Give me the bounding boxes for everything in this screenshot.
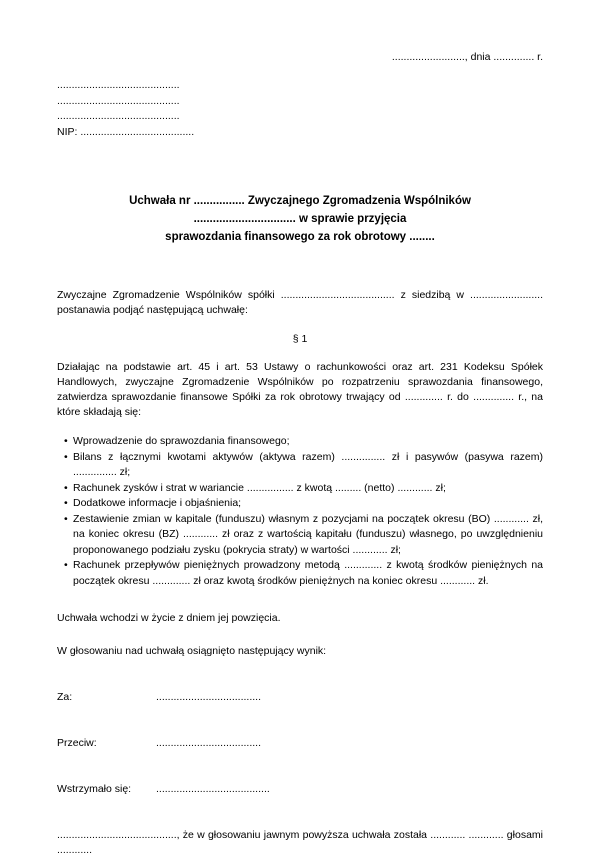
voting-row-za	[57, 690, 543, 705]
voting-value-blank: ....................................	[156, 691, 262, 703]
section-mark: § 1	[292, 333, 308, 345]
company-name-line: ..........................................	[57, 79, 180, 91]
document-title	[57, 192, 543, 246]
closing-statement: ........................................., że w głosowaniu jawnym powyższa uchwała została ............ ............ głosami ............	[57, 829, 543, 856]
voting-label: Za:	[57, 691, 73, 703]
voting-label: Przeciw:	[57, 737, 97, 749]
list-item: • Dodatkowe informacje i objaśnienia;	[65, 496, 543, 512]
voting-row-wstrzymalo-sie	[57, 782, 543, 797]
resolution-intro-paragraph: Zwyczajne Zgromadzenie Wspólników spółki ....................................... z siedzibą w ......................... postanawia podjąć następującą uchwałę:	[57, 289, 543, 316]
voting-row-przeciw	[57, 736, 543, 751]
company-name-line: ..........................................	[57, 94, 180, 107]
sender-block	[57, 78, 543, 140]
voting-intro: W głosowaniu nad uchwałą osiągnięto następujący wynik:	[57, 645, 327, 657]
title-line-3: sprawozdania finansowego za rok obrotowy ........	[165, 231, 435, 243]
voting-label: Wstrzymało się:	[57, 783, 132, 795]
list-item: • Rachunek przepływów pieniężnych prowadzony metodą ............. z kwotą środków pieniężnych na początek okresu ............. zł oraz kwotą środków pieniężnych na koniec okresu ............ zł.	[65, 558, 543, 589]
list-item: • Rachunek zysków i strat w wariancie ................ z kwotą ......... (netto) ............ zł;	[65, 481, 543, 497]
date-line: ........................., dnia .............. r.	[391, 51, 543, 63]
voting-value-blank: .......................................	[156, 783, 270, 795]
financial-statement-components-list	[65, 434, 543, 589]
title-line-1: Uchwała nr ................ Zwyczajnego Zgromadzenia Wspólników	[129, 195, 471, 207]
legal-basis-paragraph: Działając na podstawie art. 45 i art. 53 Ustawy o rachunkowości oraz art. 231 Kodeksu Spółek Handlowych, zwyczajne Zgromadzenie Wspólników po rozpatrzeniu sprawozdania finansowego, zatwierdza sprawozdanie finansowe Spółki za rok obrotowy trwający od ............. r. do .............. r., na które składają się:	[57, 361, 543, 418]
company-name-line: ..........................................	[57, 110, 180, 122]
list-item: • Zestawienie zmian w kapitale (funduszu) własnym z pozycjami na początek okresu (BO) ............ zł, na koniec okresu (BZ) ............ zł oraz z wartością kapitału (funduszu) własnego, po uwzględnieniu proponowanego podziału zysku (pokrycia straty) w wartości ............ zł;	[65, 512, 543, 559]
list-item: • Bilans z łącznymi kwotami aktywów (aktywa razem) ............... zł i pasywów (pasywa razem) ............... zł;	[65, 450, 543, 481]
nip-line: NIP: .......................................	[57, 125, 195, 138]
list-item: • Wprowadzenie do sprawozdania finansowego;	[65, 434, 543, 450]
title-line-2: ................................ w sprawie przyjęcia	[193, 213, 407, 225]
effective-date-clause: Uchwała wchodzi w życie z dniem jej powzięcia.	[57, 612, 281, 624]
voting-value-blank: ....................................	[156, 737, 262, 749]
